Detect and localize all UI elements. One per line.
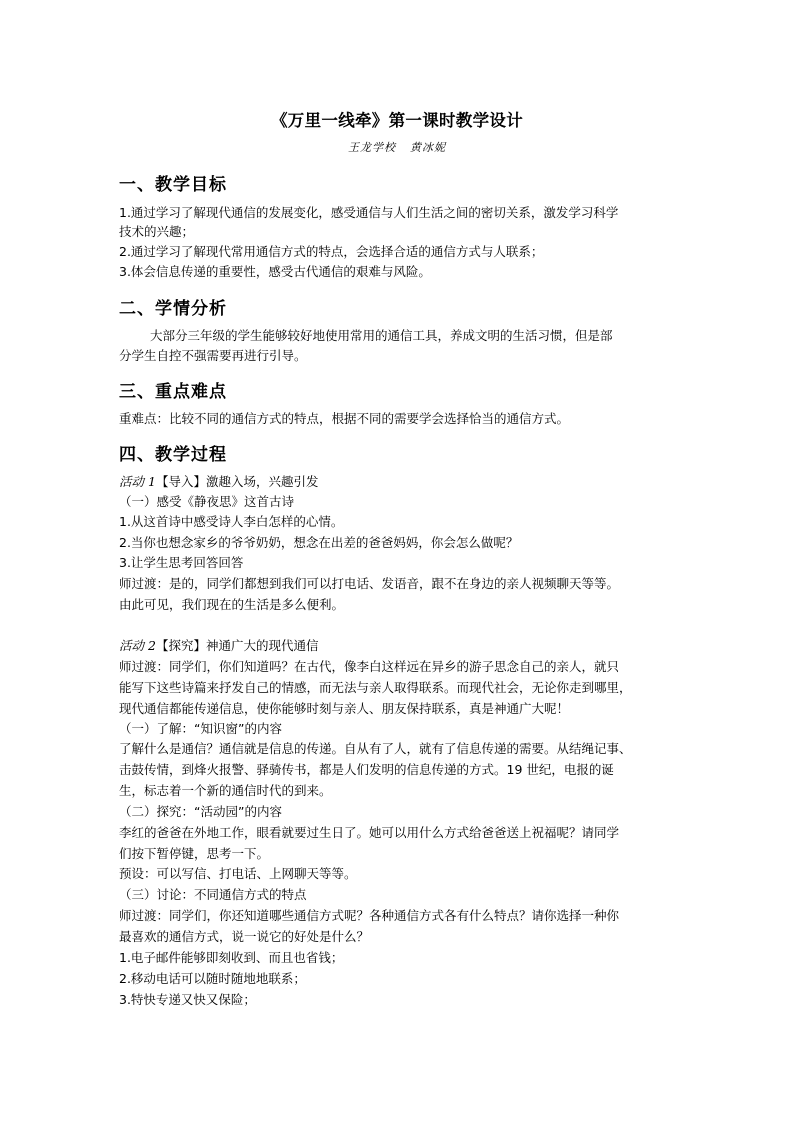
paragraph-line: 3.让学生思考回答回答 — [119, 555, 244, 570]
paragraph-line: 2.当你也想念家乡的爷爷奶奶，想念在出差的爸爸妈妈，你会怎么做呢？ — [119, 535, 519, 550]
paragraph-line: 最喜欢的通信方式，说一说它的好处是什么？ — [119, 929, 370, 944]
paragraph-line: （三）讨论：不同通信方式的特点 — [119, 887, 307, 902]
activity-1-label: 活动 1 — [119, 474, 156, 489]
document-title: 《万里一线牵》第一课时教学设计 — [271, 111, 523, 130]
paragraph-line: 了解什么是通信？通信就是信息的传递。自从有了人，就有了信息传递的需要。从结绳记事、 — [119, 741, 632, 756]
paragraph-line: 师过渡：同学们，你们知道吗？在古代，像李白这样远在异乡的游子思念自己的亲人，就只 — [119, 659, 620, 674]
paragraph-line: （一）感受《静夜思》这首古诗 — [119, 494, 295, 509]
paragraph-line: 击鼓传情，到烽火报警、驿骑传书，都是人们发明的信息传递的方式。19 世纪，电报的诞 — [119, 762, 614, 777]
section-heading-analysis: 二、学情分析 — [119, 299, 227, 319]
section-heading-process: 四、教学过程 — [119, 445, 227, 465]
paragraph-line: 1.通过学习了解现代通信的发展变化，感受通信与人们生活之间的密切关系，激发学习科学 — [119, 205, 619, 220]
document-author — [0, 139, 794, 155]
paragraph-line: 分学生自控不强需要再进行引导。 — [119, 348, 307, 363]
activity-1-title: 【导入】激趣入场，兴趣引发 — [155, 474, 319, 489]
paragraph-line: 3.特快专递又快又保险； — [119, 992, 256, 1007]
paragraph-line: 师过渡：同学们，你还知道哪些通信方式呢？各种通信方式各有什么特点？请你选择一种你 — [119, 908, 620, 923]
activity-2-title: 【探究】神通广大的现代通信 — [155, 638, 319, 653]
paragraph-line: 3.体会信息传递的重要性，感受古代通信的艰难与风险。 — [119, 264, 431, 279]
activity-2-heading — [119, 638, 318, 654]
paragraph-line: （一）了解：“知识窗”的内容 — [119, 721, 282, 736]
paragraph-line: 1.电子邮件能够即刻收到、而且也省钱； — [119, 950, 344, 965]
paragraph-line: 2.通过学习了解现代常用通信方式的特点，会选择合适的通信方式与人联系； — [119, 244, 544, 259]
activity-2-label: 活动 2 — [119, 638, 156, 653]
paragraph-line: （二）探究：“活动园”的内容 — [119, 804, 282, 819]
paragraph-line: 师过渡：是的，同学们都想到我们可以打电话、发语音，跟不在身边的亲人视频聊天等等。 — [119, 576, 620, 591]
paragraph-line: 们按下暂停键，思考一下。 — [119, 846, 270, 861]
paragraph-line: 预设：可以写信、打电话、上网聊天等等。 — [119, 866, 357, 881]
section-heading-key-points: 三、重点难点 — [119, 382, 227, 402]
section-heading-goals: 一、教学目标 — [119, 175, 227, 195]
author-name: 黄冰妮 — [410, 141, 446, 154]
paragraph-line: 技术的兴趣； — [119, 224, 195, 239]
paragraph-line: 重难点：比较不同的通信方式的特点，根据不同的需要学会选择恰当的通信方式。 — [119, 411, 570, 426]
author-school: 王龙学校 — [348, 141, 396, 154]
paragraph-line: 1.从这首诗中感受诗人李白怎样的心情。 — [119, 514, 344, 529]
paragraph-line: 现代通信都能传递信息，使你能够时刻与亲人、朋友保持联系，真是神通广大呢！ — [119, 701, 570, 716]
paragraph-line: 由此可见，我们现在的生活是多么便利。 — [119, 597, 345, 612]
paragraph-line: 生，标志着一个新的通信时代的到来。 — [119, 783, 332, 798]
paragraph-line: 2.移动电话可以随时随地地联系； — [119, 971, 306, 986]
paragraph-line: 大部分三年级的学生能够较好地使用常用的通信工具，养成文明的生活习惯，但是部 — [150, 328, 613, 343]
paragraph-line: 能写下这些诗篇来抒发自己的情感，而无法与亲人取得联系。而现代社会，无论你走到哪里， — [119, 680, 632, 695]
activity-1-heading — [119, 474, 318, 490]
paragraph-line: 李红的爸爸在外地工作，眼看就要过生日了。她可以用什么方式给爸爸送上祝福呢？请同学 — [119, 825, 620, 840]
